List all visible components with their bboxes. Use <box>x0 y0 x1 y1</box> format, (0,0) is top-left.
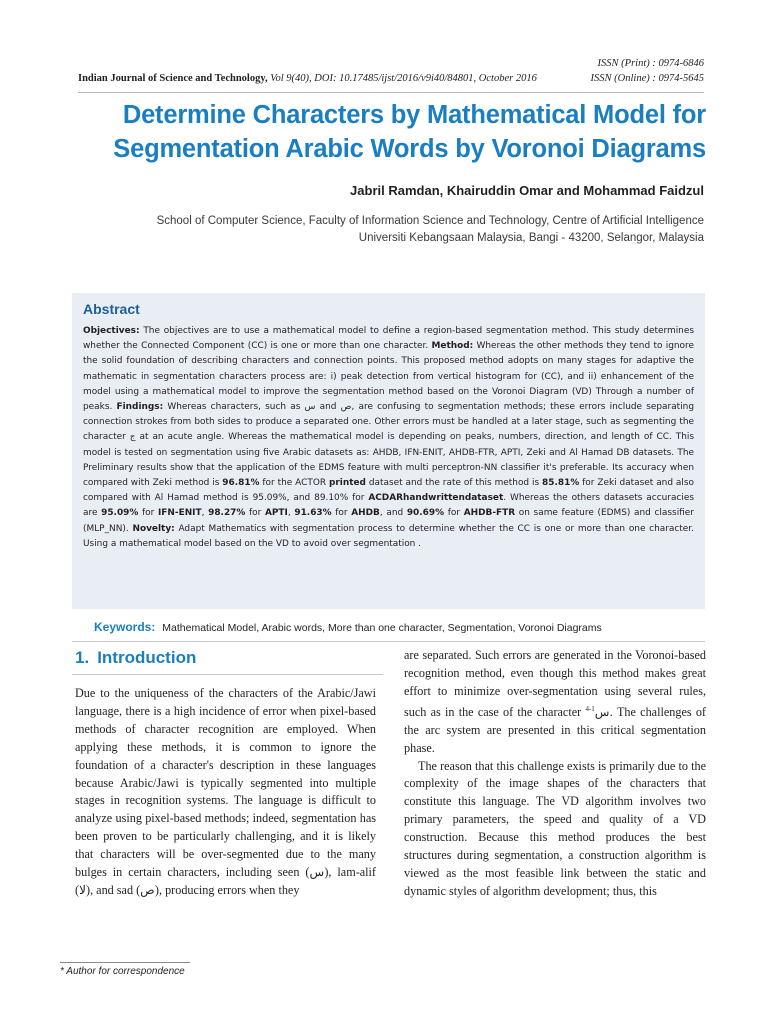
ahdb-ftr-label: AHDB-FTR <box>463 508 516 519</box>
abstract-box <box>72 293 705 609</box>
intro-paragraph-2: The reason that this challenge exists is primarily due to the complexity of the image shapes of the characters that constitute this language. The VD algorithm involves two primary parameters, the speed and quality of a VD construction. Because this method produces the best structures during segmentation, a construction algorithm is viewed as the most feasible link between the static and dynamic styles of algorithm development; thus, this <box>404 758 706 898</box>
paragraph-text: . The challenges of the arc system are presented in this critical segmentation phase. <box>404 704 706 755</box>
ifn-enit-label: IFN-ENIT <box>157 508 202 519</box>
affiliation-line-1: School of Computer Science, Faculty of Information Science and Technology, Centre of Artificial Intelligence <box>156 215 704 227</box>
accuracy-apti: 98.27% <box>208 508 246 519</box>
abstract-fragment: for <box>331 508 352 519</box>
section-title: Introduction <box>97 648 197 667</box>
abstract-fragment: , and <box>379 508 407 519</box>
ahdb-label: AHDB <box>351 508 380 519</box>
paragraph-text: are separated. Such errors are generated in the Voronoi-based recognition method, even though this method makes great effort to minimize over-segmentation using several rules, such as in the case of the character س <box>404 648 706 719</box>
accuracy-zeki-rate: 85.81% <box>542 478 580 489</box>
acdar-dataset-label: ACDARhandwrittendataset <box>368 493 504 504</box>
paper-title-line-2: Segmentation Arabic Words by Voronoi Diagrams <box>113 135 706 163</box>
issn-print: ISSN (Print) : 0974-6846 <box>597 58 704 69</box>
abstract-fragment: dataset and the rate of this method is <box>365 478 543 489</box>
abstract-fragment: for <box>138 508 158 519</box>
journal-name: Indian Journal of Science and Technology, <box>78 73 268 84</box>
keywords-label: Keywords: <box>94 620 156 634</box>
journal-header <box>78 56 704 90</box>
journal-citation <box>78 73 537 84</box>
section-heading-introduction <box>75 648 196 668</box>
method-label: Method: <box>431 341 474 352</box>
issn-block <box>591 56 704 86</box>
objectives-text: The objectives are to use a mathematical model to define a region-based segmentation method. This study determines whether the Connected Component (CC) is one or more than one character. <box>83 326 694 352</box>
abstract-fragment: on same feature (EDMS) and classifier (MLP_NN). <box>83 508 694 534</box>
accuracy-ahdb-ftr: 90.69% <box>406 508 445 519</box>
abstract-fragment: , <box>287 508 295 519</box>
novelty-text: Adapt Mathematics with segmentation process to determine whether the CC is one or more than one character. Using a mathematical model based on the VD to avoid over segmentation . <box>83 523 695 549</box>
section-divider <box>72 674 383 675</box>
keywords-line <box>94 620 704 634</box>
apti-label: APTI <box>264 508 288 519</box>
abstract-fragment: for <box>444 508 464 519</box>
paper-title-line-1: Determine Characters by Mathematical Model for <box>122 101 706 129</box>
findings-text: Whereas characters, such as س and ص, are confusing to segmentation methods; these errors include separating connection strokes from both sides to produce a separated one. Other errors must be handled at a later stage, such as segmenting the character ج at an acute angle. Whereas the mathematical model is depending on peaks, numbers, direction, and length of CC. This model is tested on segmentation using five Arabic datasets as: AHDB, IFN-ENIT, AHDB-FTR, APTI, Zeki and Al Hamad DB datasets. The Preliminary results show that the application of the EDMS feature with multi perceptron-NN classifier it's preferable. Its accuracy when compared with Zeki method is <box>83 402 694 489</box>
journal-volume-doi: Vol 9(40), DOI: 10.17485/ijst/2016/v9i40/84801, October 2016 <box>270 73 537 84</box>
affiliation <box>78 213 704 247</box>
footnote-divider <box>60 962 190 963</box>
affiliation-line-2: Universiti Kebangsaan Malaysia, Bangi - 43200, Selangor, Malaysia <box>358 232 704 244</box>
issn-online: ISSN (Online) : 0974-5645 <box>590 73 704 84</box>
section-number: 1. <box>75 648 90 667</box>
left-column <box>75 685 376 900</box>
intro-paragraph-1: Due to the uniqueness of the characters of the Arabic/Jawi language, there is a high incidence of error when pixel-based methods of character recognition are employed. When applying these methods, it is common to ignore the foundation of a character's description in these languages because Arabic/Jawi is typically segmented into multiple stages in recognition systems. The language is difficult to analyze using pixel-based methods; indeed, segmentation has been proven to be particularly challenging, and it is likely that characters will be over-segmented due to the many bulges in certain characters, including seen (س), lam-alif (لا), and sad (ص), producing errors when they <box>75 686 376 897</box>
right-column <box>404 647 706 901</box>
accuracy-ahdb: 91.63% <box>294 508 332 519</box>
accuracy-zeki-printed: 96.81% <box>222 478 260 489</box>
abstract-fragment: for <box>245 508 265 519</box>
citation-reference: 1-4 <box>585 704 595 713</box>
abstract-heading: Abstract <box>83 301 140 317</box>
abstract-fragment: . Whereas the others datasets accuracies are <box>83 493 694 519</box>
printed-label: printed <box>328 478 366 489</box>
abstract-fragment: for the ACTOR <box>259 478 329 489</box>
intro-paragraph-1-continued <box>404 647 706 758</box>
keywords-text: Mathematical Model, Arabic words, More than one character, Segmentation, Voronoi Diagrams <box>162 622 602 634</box>
novelty-label: Novelty: <box>132 523 175 534</box>
objectives-label: Objectives: <box>83 326 140 336</box>
abstract-body <box>83 324 694 552</box>
keywords-divider <box>72 641 705 642</box>
abstract-fragment: for Zeki dataset and also compared with Al Hamad method is 95.09%, and 89.10% for <box>83 478 694 504</box>
abstract-fragment: , <box>201 508 209 519</box>
method-text: Whereas the other methods they tend to ignore the solid foundation of describing characters and connection points. This proposed method adopts on many stages for adaptive the mathematic in segmentation characters process are: i) peak detection from vertical histogram for (CC), and ii) enhancement of the model using a mathematical model to improve the segmentation method based on the Voronoi Diagram (VD) Through a number of peaks. <box>83 341 694 413</box>
footnote: * Author for correspondence <box>60 966 185 977</box>
paper-title <box>78 98 706 166</box>
author-list: Jabril Ramdan, Khairuddin Omar and Mohammad Faidzul <box>350 183 704 198</box>
findings-label: Findings: <box>116 402 164 413</box>
header-divider <box>78 92 704 93</box>
accuracy-ifn-enit: 95.09% <box>101 508 139 519</box>
